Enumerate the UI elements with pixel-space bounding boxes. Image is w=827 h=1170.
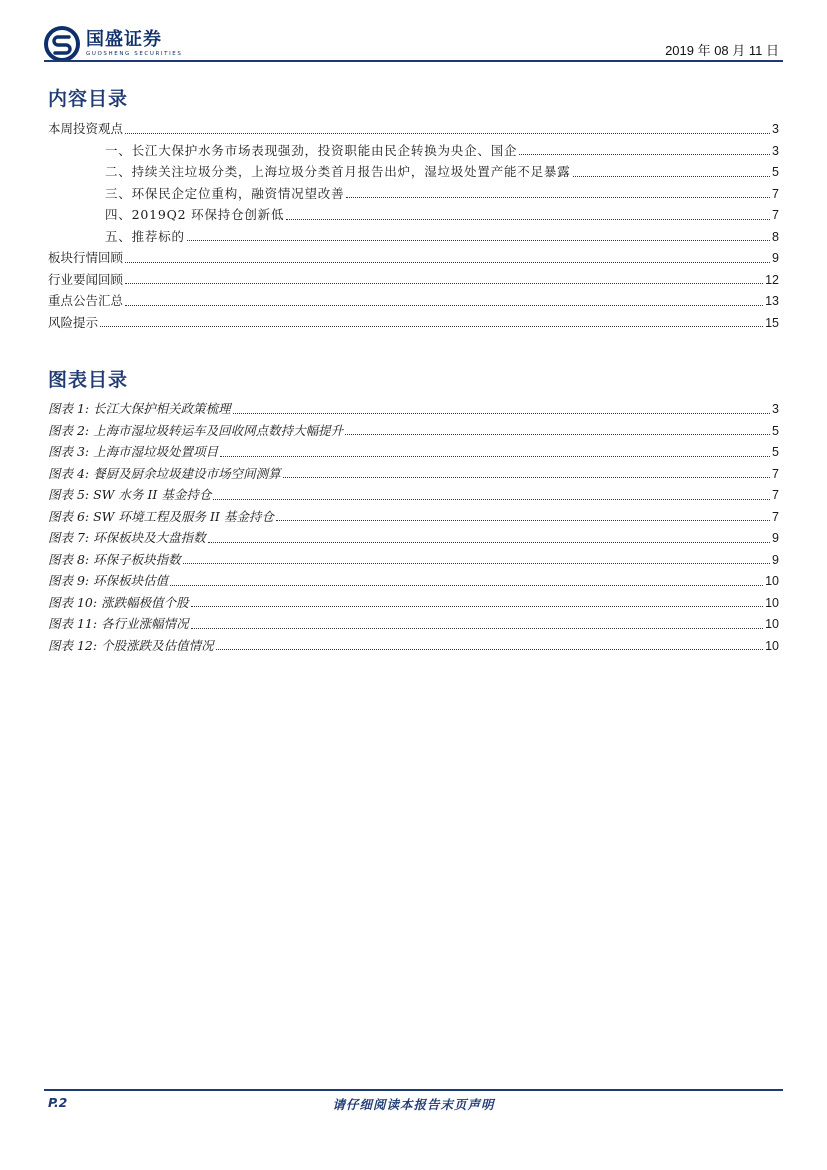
- entry-page-number: 5: [772, 445, 779, 459]
- figure-entry[interactable]: [48, 420, 779, 442]
- entry-label: 图表 8: 环保子板块指数: [48, 551, 181, 567]
- dot-leader: [125, 282, 763, 284]
- entry-page-number: 7: [772, 466, 779, 481]
- dot-leader: [191, 627, 764, 629]
- dot-leader: [233, 412, 770, 414]
- figure-entry[interactable]: [48, 441, 779, 463]
- figure-entry[interactable]: [48, 549, 779, 571]
- entry-page-number: 7: [772, 208, 779, 222]
- entry-page-number: 13: [765, 294, 779, 308]
- entry-label: 一、长江大保护水务市场表现强劲，投资职能由民企转换为央企、国企: [105, 142, 518, 158]
- report-date: 2019 年 08 月 11 日: [665, 43, 779, 58]
- dot-leader: [216, 648, 764, 650]
- entry-label: 图表 12: 个股涨跌及估值情况: [48, 637, 214, 653]
- dot-leader: [286, 218, 770, 220]
- dot-leader: [220, 455, 770, 457]
- entry-page-number: 10: [765, 638, 779, 653]
- figure-entry[interactable]: [48, 506, 779, 528]
- dot-leader: [170, 584, 763, 586]
- entry-label: 图表 2: 上海市湿垃圾转运车及回收网点数持大幅提升: [48, 422, 344, 438]
- entry-page-number: 10: [765, 595, 779, 610]
- dot-leader: [125, 261, 770, 263]
- entry-page-number: 10: [765, 574, 779, 588]
- figure-entry[interactable]: [48, 484, 779, 506]
- entry-page-number: 10: [765, 617, 779, 631]
- entry-label: 图表 11: 各行业涨幅情况: [48, 616, 189, 631]
- dot-leader: [345, 433, 770, 435]
- figure-entry[interactable]: [48, 527, 779, 549]
- dot-leader: [125, 132, 770, 134]
- entry-page-number: 9: [772, 531, 779, 545]
- entry-label: 板块行情回顾: [48, 250, 124, 265]
- toc-entry[interactable]: [48, 161, 779, 183]
- entry-label: 图表 5: SW 水务 II 基金持仓: [48, 487, 212, 502]
- page-header: [44, 26, 783, 62]
- figure-entry[interactable]: [48, 613, 779, 635]
- figure-entry[interactable]: [48, 635, 779, 657]
- entry-label: 四、2019Q2 环保持仓创新低: [105, 207, 285, 222]
- figure-entry[interactable]: [48, 592, 779, 614]
- footer-divider: [44, 1089, 783, 1091]
- logo-chinese-name: 国盛证券: [86, 29, 162, 50]
- entry-page-number: 7: [772, 186, 779, 201]
- entry-label: 图表 3: 上海市湿垃圾处置项目: [48, 444, 219, 459]
- toc-entry[interactable]: [48, 269, 779, 291]
- logo-mark-icon: [44, 26, 80, 62]
- dot-leader: [213, 498, 770, 500]
- entry-label: 二、持续关注垃圾分类，上海垃圾分类首月报告出炉，湿垃圾处置产能不足暴露: [105, 164, 571, 179]
- entry-label: 图表 7: 环保板块及大盘指数: [48, 530, 206, 545]
- toc-entry[interactable]: [48, 183, 779, 205]
- entry-label: 图表 10: 涨跌幅极值个股: [48, 594, 189, 610]
- entry-page-number: 5: [772, 165, 779, 179]
- contents-title: 内容目录: [48, 88, 129, 110]
- contents-list: [48, 118, 779, 333]
- entry-page-number: 9: [772, 251, 779, 265]
- entry-page-number: 9: [772, 552, 779, 567]
- entry-label: 重点公告汇总: [48, 293, 124, 308]
- toc-entry[interactable]: [48, 226, 779, 248]
- entry-page-number: 3: [772, 402, 779, 416]
- toc-entry[interactable]: [48, 140, 779, 162]
- entry-label: 图表 4: 餐厨及厨余垃圾建设市场空间测算: [48, 465, 281, 481]
- dot-leader: [283, 476, 770, 478]
- dot-leader: [519, 153, 770, 155]
- entry-label: 图表 6: SW 环境工程及服务 II 基金持仓: [48, 508, 274, 524]
- dot-leader: [573, 175, 771, 177]
- dot-leader: [100, 325, 763, 327]
- entry-label: 三、环保民企定位重构，融资情况望改善: [105, 185, 345, 201]
- toc-entry[interactable]: [48, 204, 779, 226]
- entry-page-number: 7: [772, 509, 779, 524]
- toc-entry[interactable]: [48, 247, 779, 269]
- entry-page-number: 7: [772, 488, 779, 502]
- dot-leader: [125, 304, 763, 306]
- toc-entry[interactable]: [48, 290, 779, 312]
- dot-leader: [346, 196, 770, 198]
- dot-leader: [191, 605, 764, 607]
- entry-label: 本周投资观点: [48, 121, 124, 136]
- dot-leader: [276, 519, 770, 521]
- entry-page-number: 8: [772, 229, 779, 244]
- entry-label: 图表 1: 长江大保护相关政策梳理: [48, 401, 231, 416]
- entry-label: 五、推荐标的: [105, 228, 185, 244]
- entry-label: 行业要闻回顾: [48, 271, 124, 287]
- logo-english-name: GUOSHENG SECURITIES: [86, 51, 183, 57]
- figure-entry[interactable]: [48, 570, 779, 592]
- figure-entry[interactable]: [48, 398, 779, 420]
- entry-page-number: 5: [772, 423, 779, 438]
- figures-title: 图表目录: [48, 369, 129, 391]
- dot-leader: [208, 541, 770, 543]
- entry-page-number: 3: [772, 122, 779, 136]
- company-logo: [44, 26, 182, 62]
- page-number: P.2: [48, 1095, 68, 1110]
- figure-entry[interactable]: [48, 463, 779, 485]
- figures-list: [48, 398, 779, 656]
- entry-page-number: 12: [765, 272, 779, 287]
- header-divider: [44, 60, 783, 62]
- toc-entry[interactable]: [48, 118, 779, 140]
- disclaimer-note: 请仔细阅读本报告末页声明: [332, 1097, 495, 1112]
- dot-leader: [183, 562, 770, 564]
- toc-entry[interactable]: [48, 312, 779, 334]
- entry-page-number: 15: [765, 315, 779, 330]
- dot-leader: [187, 239, 770, 241]
- entry-label: 图表 9: 环保板块估值: [48, 573, 169, 588]
- entry-label: 风险提示: [48, 314, 99, 330]
- entry-page-number: 3: [772, 143, 779, 158]
